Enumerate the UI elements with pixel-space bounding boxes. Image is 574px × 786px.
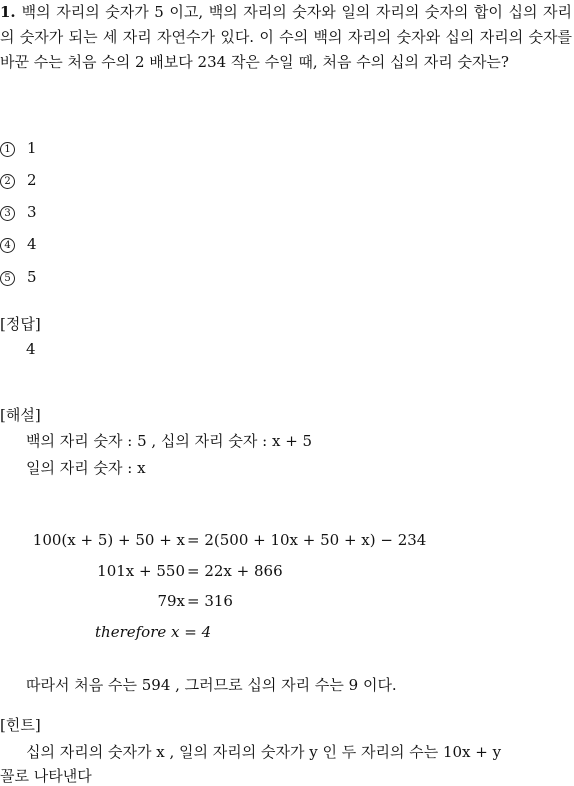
choice-mark: 4 [0,238,15,253]
hint-text: 십의 자리의 숫자가 x , 일의 자리의 숫자가 y 인 두 자리의 수는 10x + y [26,743,502,761]
equation-3-left: 79x [157,592,185,610]
choice-value: 3 [27,203,37,221]
choice-value: 5 [27,268,37,286]
choice-4[interactable] [0,232,37,256]
question-text: 백의 자리의 숫자가 5 이고, 백의 자리의 숫자와 일의 자리의 숫자의 합이 십의 자리의 숫자가 되는 세 자리 자연수가 있다. 이 수의 백의 자리의 숫자와 십의 자리의 숫자를 바꾼 수는 처음 수의 2 배보다 234 작은 수일 때, 처음 수의 십의 자리 숫자는? [0,3,572,71]
equation-2-left: 101x + 550 [97,562,185,580]
choice-2[interactable] [0,168,37,192]
choice-5[interactable] [0,265,37,289]
explanation-line-2: 일의 자리 숫자 : x [26,459,146,477]
equation-3-right: = 316 [187,592,233,610]
answer-label: [정답] [0,315,41,333]
equation-2-right: = 22x + 866 [187,562,283,580]
choice-mark: 3 [0,206,15,221]
answer-value: 4 [26,340,36,358]
choice-mark: 2 [0,174,15,189]
choice-value: 4 [27,235,37,253]
explanation-label: [해설] [0,406,41,424]
question-number: 1. [0,3,16,21]
equation-1-left: 100(x + 5) + 50 + x [32,531,185,549]
question [0,0,572,75]
equation-1-right: = 2(500 + 10x + 50 + x) − 234 [187,531,427,549]
choice-1[interactable] [0,136,37,160]
choice-value: 2 [27,171,37,189]
explanation-line-1: 백의 자리 숫자 : 5 , 십의 자리 숫자 : x + 5 [26,432,313,450]
explanation-conclusion: 따라서 처음 수는 594 , 그러므로 십의 자리 수는 9 이다. [26,676,397,694]
choice-mark: 1 [0,142,15,157]
hint-label: [힌트] [0,716,41,734]
equation-4: therefore x = 4 [95,623,212,641]
choice-mark: 5 [0,271,15,286]
choice-value: 1 [27,139,37,157]
choice-3[interactable] [0,200,37,224]
hint-text-2: 꼴로 나타낸다 [0,767,92,785]
